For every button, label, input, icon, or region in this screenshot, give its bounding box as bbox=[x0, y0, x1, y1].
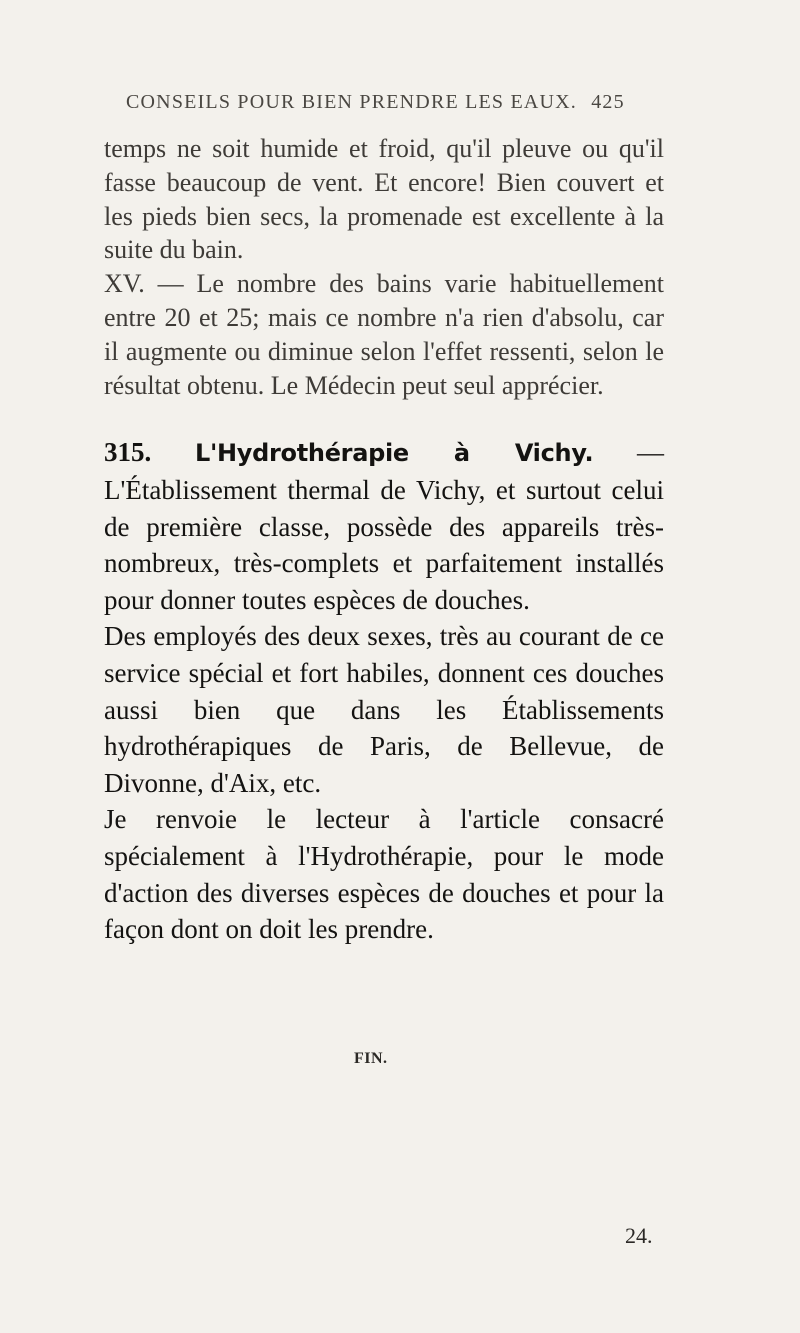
paragraph-continued: temps ne soit humide et froid, qu'il pleuve ou qu'il fasse beaucoup de vent. Et encore! Bien couvert et les pieds bien secs, la promenade est excellente à la suite du bain. bbox=[104, 134, 664, 265]
section-text: — L'Établissement thermal de Vichy, et surtout celui de première classe, possède des appareils très-nombreux, très-complets et parfaitement installés pour donner toutes espèces de douches. bbox=[104, 437, 664, 615]
running-title: CONSEILS POUR BIEN PRENDRE LES EAUX. bbox=[126, 91, 578, 113]
signature-mark: 24. bbox=[625, 1223, 653, 1248]
end-mark: FIN. bbox=[354, 1050, 388, 1067]
paragraph-xv: XV. — Le nombre des bains varie habituellement entre 20 et 25; mais ce nombre n'a rien d'absolu, car il augmente ou diminue selon l'effet ressenti, selon le résultat obtenu. Le Médecin peut seul apprécier. bbox=[104, 269, 664, 400]
section-315 bbox=[104, 434, 664, 618]
page-number: 425 bbox=[591, 91, 625, 113]
paragraph-employes: Des employés des deux sexes, très au courant de ce service spécial et fort habiles, donnent ces douches aussi bien que dans les Établissements hydrothérapiques de Paris, de Bellevue, de Divonne, d'Aix, etc. bbox=[104, 621, 664, 798]
body-text bbox=[104, 132, 664, 948]
section-number: 315. bbox=[104, 437, 152, 468]
paragraph-renvoi: Je renvoie le lecteur à l'article consacré spécialement à l'Hydrothérapie, pour le mode d'action des diverses espèces de douches et pour la façon dont on doit les prendre. bbox=[104, 804, 664, 945]
running-header bbox=[126, 91, 666, 114]
section-title: L'Hydrothérapie à Vichy. bbox=[194, 439, 594, 468]
